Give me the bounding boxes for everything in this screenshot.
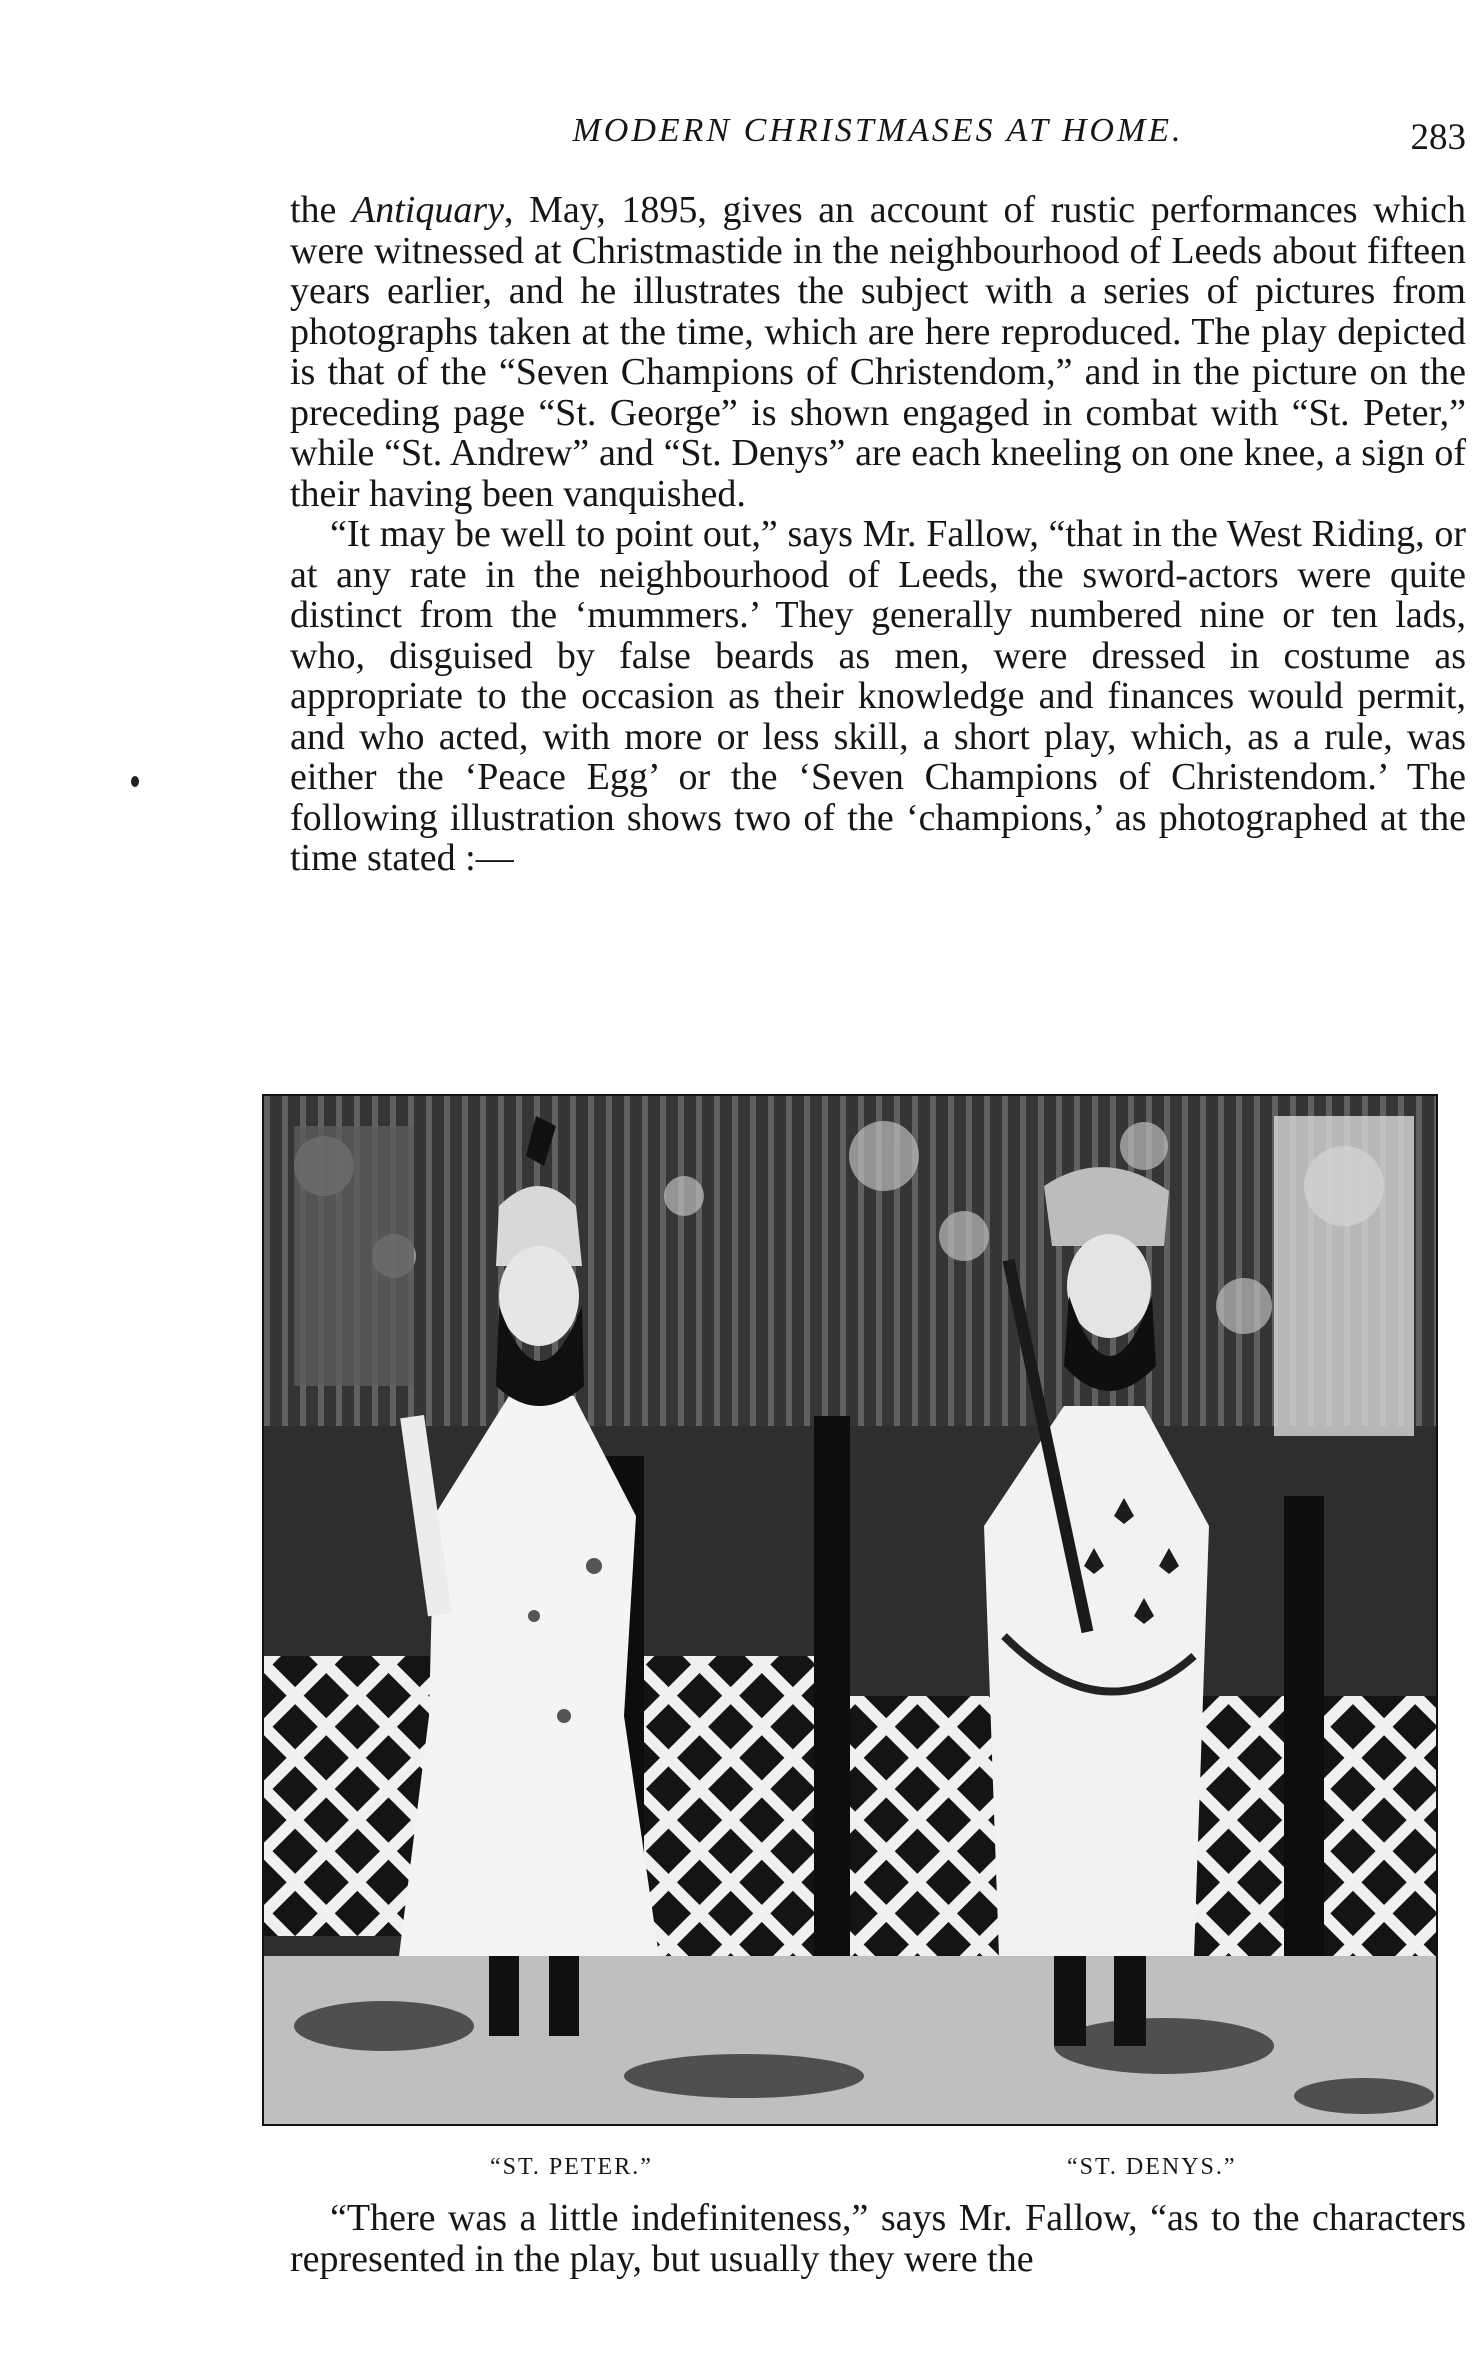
paragraph-fallow-quote: “It may be well to point out,” says Mr. Fallow, “that in the West Riding, or at any rate in the neighbourhood of Leeds, the sword-actors were quite distinct from the ‘mummers.’ They generally numbered nine or ten lads, who, disguised by false beards as men, were dressed in costume as appropriate to the occasion as their knowledge and finances would permit, and who acted, with more or less skill, a short play, which, as a rule, was either the ‘Peace Egg’ or the ‘Seven Champions of Christendom.’ The following illustration shows two of the ‘champions,’ as photographed at the time stated :— [290,513,1466,879]
paragraph-1-lead: the [290,189,353,231]
caption-st-peter: “ST. PETER.” [490,2154,653,2180]
page-header [290,112,1466,162]
paragraph-antiquary [290,190,1466,514]
photograph-plate [262,1094,1438,2126]
paragraph-indefiniteness: “There was a little indefiniteness,” says Mr. Fallow, “as to the characters represented in the play, but usually they were the [290,2197,1466,2280]
paragraph-1-text: , May, 1895, gives an account of rustic performances which were witnessed at Christmastide in the neighbourhood of Leeds about fifteen years earlier, and he illustrates the subject with a series of pictures from photographs taken at the time, which are here reproduced. The play depicted is that of the “Seven Champions of Christendom,” and in the picture on the preceding page “St. George” is shown engaged in combat with “St. Peter,” while “St. Andrew” and “St. Denys” are each kneeling on one knee, a sign of their having been vanquished. [290,189,1466,515]
body-text-lower [290,2198,1466,2279]
caption-st-denys: “ST. DENYS.” [1067,2154,1237,2180]
page-number: 283 [1410,117,1466,158]
body-text-upper [290,190,1466,879]
margin-mark [131,776,139,787]
running-title: MODERN CHRISTMASES AT HOME. [572,112,1184,149]
antiquary-title: Antiquary [352,189,505,231]
champions-photograph [264,1096,1436,2124]
